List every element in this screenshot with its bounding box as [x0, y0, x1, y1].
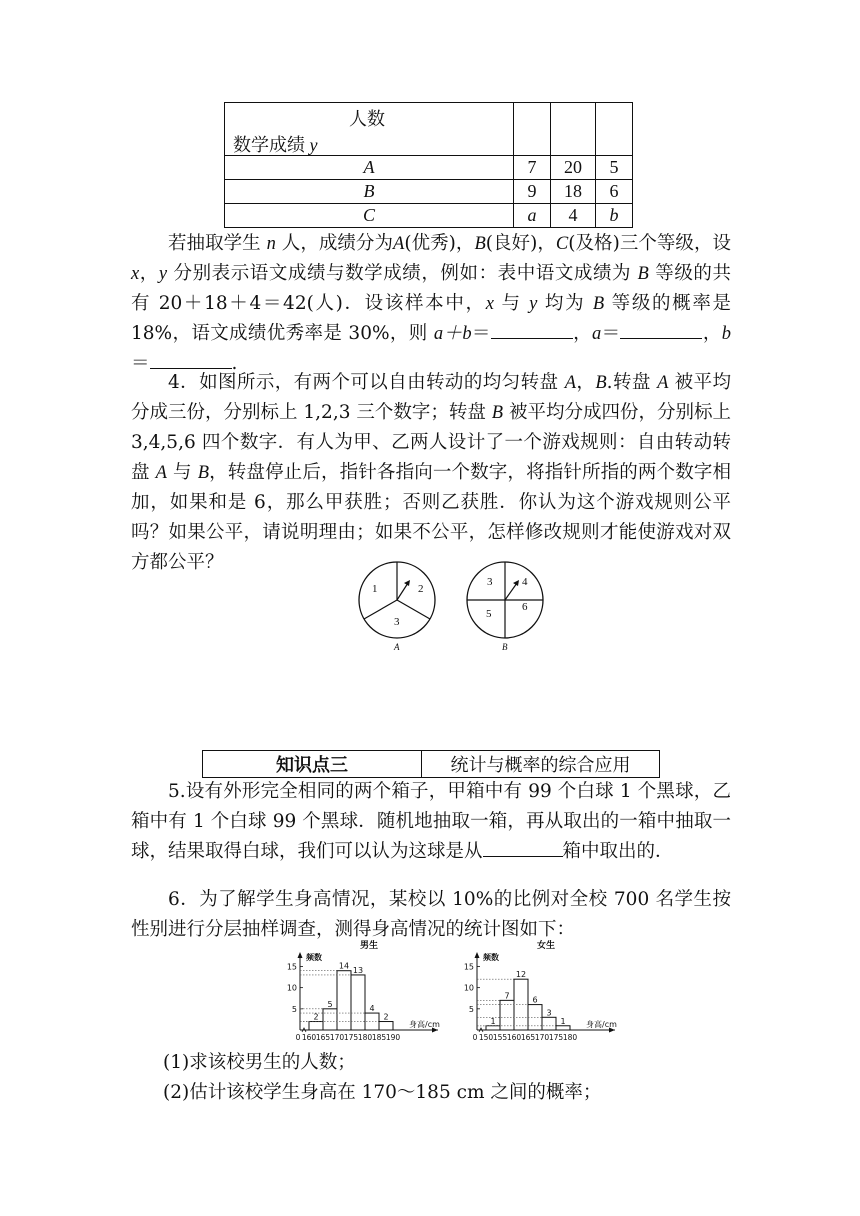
text: 4．如图所示，有两个可以自由转动的均匀转盘 [168, 372, 565, 393]
y-axis-label: 频数 [483, 953, 499, 962]
header-empty-cell [514, 103, 551, 156]
y-tick-label: 10 [286, 983, 297, 993]
question-6-parts [131, 1048, 731, 1108]
text: 箱中取出的． [562, 841, 674, 862]
x-axis-label: 身高/cm [409, 1020, 440, 1029]
question-3-text [131, 229, 731, 379]
bar-value-label: 6 [532, 995, 538, 1005]
question-5-text [131, 777, 731, 867]
table-cell: 20 [551, 156, 596, 180]
row-label-text: B [363, 181, 375, 201]
text: 均为 [537, 293, 593, 314]
bar-value-label: 7 [504, 991, 510, 1001]
divider-line [364, 600, 397, 619]
table-row [225, 204, 633, 228]
y-tick-label: 15 [286, 962, 297, 972]
var: A [564, 373, 577, 393]
x-tick-label: 160 [506, 1033, 522, 1042]
row-label-text: A [363, 157, 375, 177]
question-6-text: 6．为了解学生身高情况，某校以 10%的比例对全校 700 名学生按性别进行分层抽样调查，测得身高情况的统计图如下： [131, 889, 731, 940]
var: B [491, 403, 504, 423]
var: B [592, 294, 605, 314]
header-top-label: 人数 [349, 109, 385, 129]
x-tick-label: 0 [295, 1033, 301, 1042]
var: B [474, 234, 486, 254]
table-cell: 4 [551, 204, 596, 228]
knowledge-point-label: 知识点三 [203, 751, 422, 777]
male-height-histogram [278, 938, 458, 1046]
bar-value-label: 12 [515, 970, 527, 980]
text: ＝ [131, 353, 150, 374]
spinner-a-label: 1 [372, 583, 378, 595]
x-tick-label: 155 [492, 1033, 508, 1042]
table-header-cell [225, 103, 514, 156]
chart-title: 女生 [537, 941, 556, 951]
text: 与 [166, 462, 198, 483]
x-tick-label: 180 [357, 1033, 373, 1042]
text: 被平均分成三份，分别标上 1,2,3 三个数字；转盘 [131, 372, 731, 423]
answer-blank[interactable] [620, 320, 702, 339]
answer-blank[interactable] [150, 350, 232, 369]
text: 人，成绩分为 [275, 233, 394, 254]
spinner-a-label: 3 [394, 616, 400, 628]
bar-value-label: 4 [369, 1004, 375, 1014]
grade-table [224, 102, 633, 228]
table-cell [596, 204, 633, 228]
header-empty-cell [551, 103, 596, 156]
pointer-arrow [505, 583, 517, 600]
table-row [225, 156, 633, 180]
answer-blank[interactable] [491, 320, 573, 339]
spinner-a-caption: A [394, 642, 400, 652]
text: 分别表示语文成绩与数学成绩，例如：表中语文成绩为 [167, 263, 638, 284]
x-tick-label: 180 [562, 1033, 578, 1042]
question-4-text [131, 368, 731, 578]
var: C [555, 234, 569, 254]
bar-value-label: 14 [338, 961, 350, 971]
text: ， [576, 372, 596, 393]
spinner-a [359, 562, 435, 652]
x-tick-label: 165 [315, 1033, 331, 1042]
histogram-bar [379, 1022, 393, 1030]
x-tick-label: 170 [534, 1033, 550, 1042]
histogram-bar [486, 1026, 500, 1030]
bar-value-label: 3 [546, 1008, 552, 1018]
header-left-label: 数学成绩 [233, 135, 305, 155]
x-tick-label: 175 [548, 1033, 564, 1042]
table-cell: 6 [596, 180, 633, 204]
var: x [131, 264, 140, 284]
x-axis-label: 身高/cm [586, 1020, 617, 1029]
divider-line [397, 600, 430, 619]
text: 与 [493, 293, 530, 314]
spinner-b-label: 4 [522, 576, 528, 588]
var: a [592, 324, 602, 344]
table-row [225, 180, 633, 204]
table-cell [514, 204, 551, 228]
pointer-arrow [397, 583, 408, 600]
row-label [225, 156, 514, 180]
table-cell: 18 [551, 180, 596, 204]
y-tick-label: 5 [468, 1004, 474, 1014]
var: A [657, 373, 669, 393]
row-label [225, 180, 514, 204]
bar-value-label: 1 [490, 1016, 496, 1026]
text: (良好)， [485, 233, 556, 254]
cell-var: a [527, 205, 537, 225]
var: B [637, 264, 649, 284]
var: B [595, 373, 607, 393]
question-5 [131, 777, 731, 867]
knowledge-point-title: 统计与概率的综合应用 [450, 755, 631, 776]
table-cell: 9 [514, 180, 551, 204]
histogram-bar [556, 1026, 570, 1030]
bar-value-label: 13 [352, 965, 364, 975]
answer-blank[interactable] [483, 838, 563, 857]
spinner-b-label: 5 [486, 608, 492, 620]
text: . [231, 353, 238, 374]
text: 若抽取学生 [168, 233, 267, 254]
text: 被平均分成四份，分别标上 3,4,5,6 四个数字．有人为甲、乙两人设计了一个游戏规则：自由转动转盘 [131, 402, 731, 483]
question-4 [131, 368, 731, 578]
question-3 [131, 229, 731, 379]
var: A [155, 463, 167, 483]
text: ，转盘停止后，指针各指向一个数字，将指针所指的两个数字相加，如果和是 6，那么甲获胜；否则乙获胜．你认为这个游戏规则公平吗？如果公平，请说明理由；如果不公平，怎样修改规则才能使游戏对双方都公平？ [131, 462, 731, 573]
table-cell: 7 [514, 156, 551, 180]
bar-value-label: 5 [327, 999, 333, 1009]
x-tick-label: 0 [472, 1033, 478, 1042]
text: ＝ [601, 323, 621, 344]
x-tick-label: 165 [520, 1033, 536, 1042]
knowledge-point-box [202, 750, 660, 778]
var: x [485, 294, 494, 314]
histogram-bar [309, 1022, 323, 1030]
row-label-text: C [362, 205, 375, 225]
y-axis-label: 频数 [306, 953, 322, 962]
y-axis-arrow [298, 952, 303, 958]
spinner-a-label: 2 [418, 583, 424, 595]
x-tick-label: 170 [329, 1033, 345, 1042]
question-6 [131, 885, 731, 945]
spinner-b [467, 562, 543, 652]
text: ， [139, 263, 159, 284]
var: b [721, 324, 731, 344]
chart-title: 男生 [360, 941, 379, 951]
spinner-b-label: 6 [522, 601, 528, 613]
header-left-label-wrap [233, 131, 318, 157]
bar-value-label: 2 [383, 1012, 389, 1022]
y-tick-label: 5 [291, 1004, 297, 1014]
var: n [266, 234, 276, 254]
x-tick-label: 175 [343, 1033, 359, 1042]
table-cell: 5 [596, 156, 633, 180]
x-tick-label: 160 [301, 1033, 317, 1042]
header-empty-cell [596, 103, 633, 156]
text: ， [702, 323, 722, 344]
x-tick-label: 190 [385, 1033, 401, 1042]
var: y [158, 264, 168, 284]
y-tick-label: 10 [463, 983, 474, 993]
var: A [393, 234, 405, 254]
var: a＋b [433, 324, 472, 344]
text: .转盘 [606, 372, 658, 393]
text: ， [572, 323, 593, 344]
spinner-b-caption: B [502, 642, 508, 652]
text: 等级的概率是 18%，语文成绩优秀率是 30%，则 [131, 293, 731, 344]
header-var: y [309, 135, 318, 155]
text: 5.设有外形完全相同的两个箱子，甲箱中有 99 个白球 1 个黑球，乙箱中有 1 个白球 99 个黑球．随机地抽取一箱，再从取出的一箱中抽取一球，结果取得白球，我们可以认为这球是从 [131, 781, 731, 862]
cell-var: b [609, 205, 619, 225]
row-label [225, 204, 514, 228]
x-tick-label: 185 [371, 1033, 387, 1042]
y-tick-label: 15 [463, 962, 474, 972]
text: ＝ [471, 323, 491, 344]
y-axis-arrow [475, 952, 480, 958]
question-6-part-1: (1)求该校男生的人数； [163, 1052, 356, 1073]
text: (及格)三个等级，设 [568, 233, 732, 254]
x-tick-label: 150 [478, 1033, 494, 1042]
female-height-histogram [455, 938, 635, 1046]
var: y [529, 294, 538, 314]
question-6-part-2: (2)估计该校学生身高在 170～185 cm 之间的概率； [163, 1082, 602, 1103]
spinners-figure [350, 555, 550, 655]
histogram-bar [542, 1017, 556, 1030]
histogram-bar [337, 971, 351, 1030]
bar-value-label: 1 [560, 1016, 566, 1026]
bar-value-label: 2 [313, 1012, 319, 1022]
text: 等级的共有 20＋18＋4＝42(人)．设该样本中， [131, 263, 731, 314]
var: B [197, 463, 209, 483]
histogram-bar [323, 1009, 337, 1030]
spinner-b-label: 3 [487, 576, 493, 588]
text: (优秀)， [404, 233, 475, 254]
